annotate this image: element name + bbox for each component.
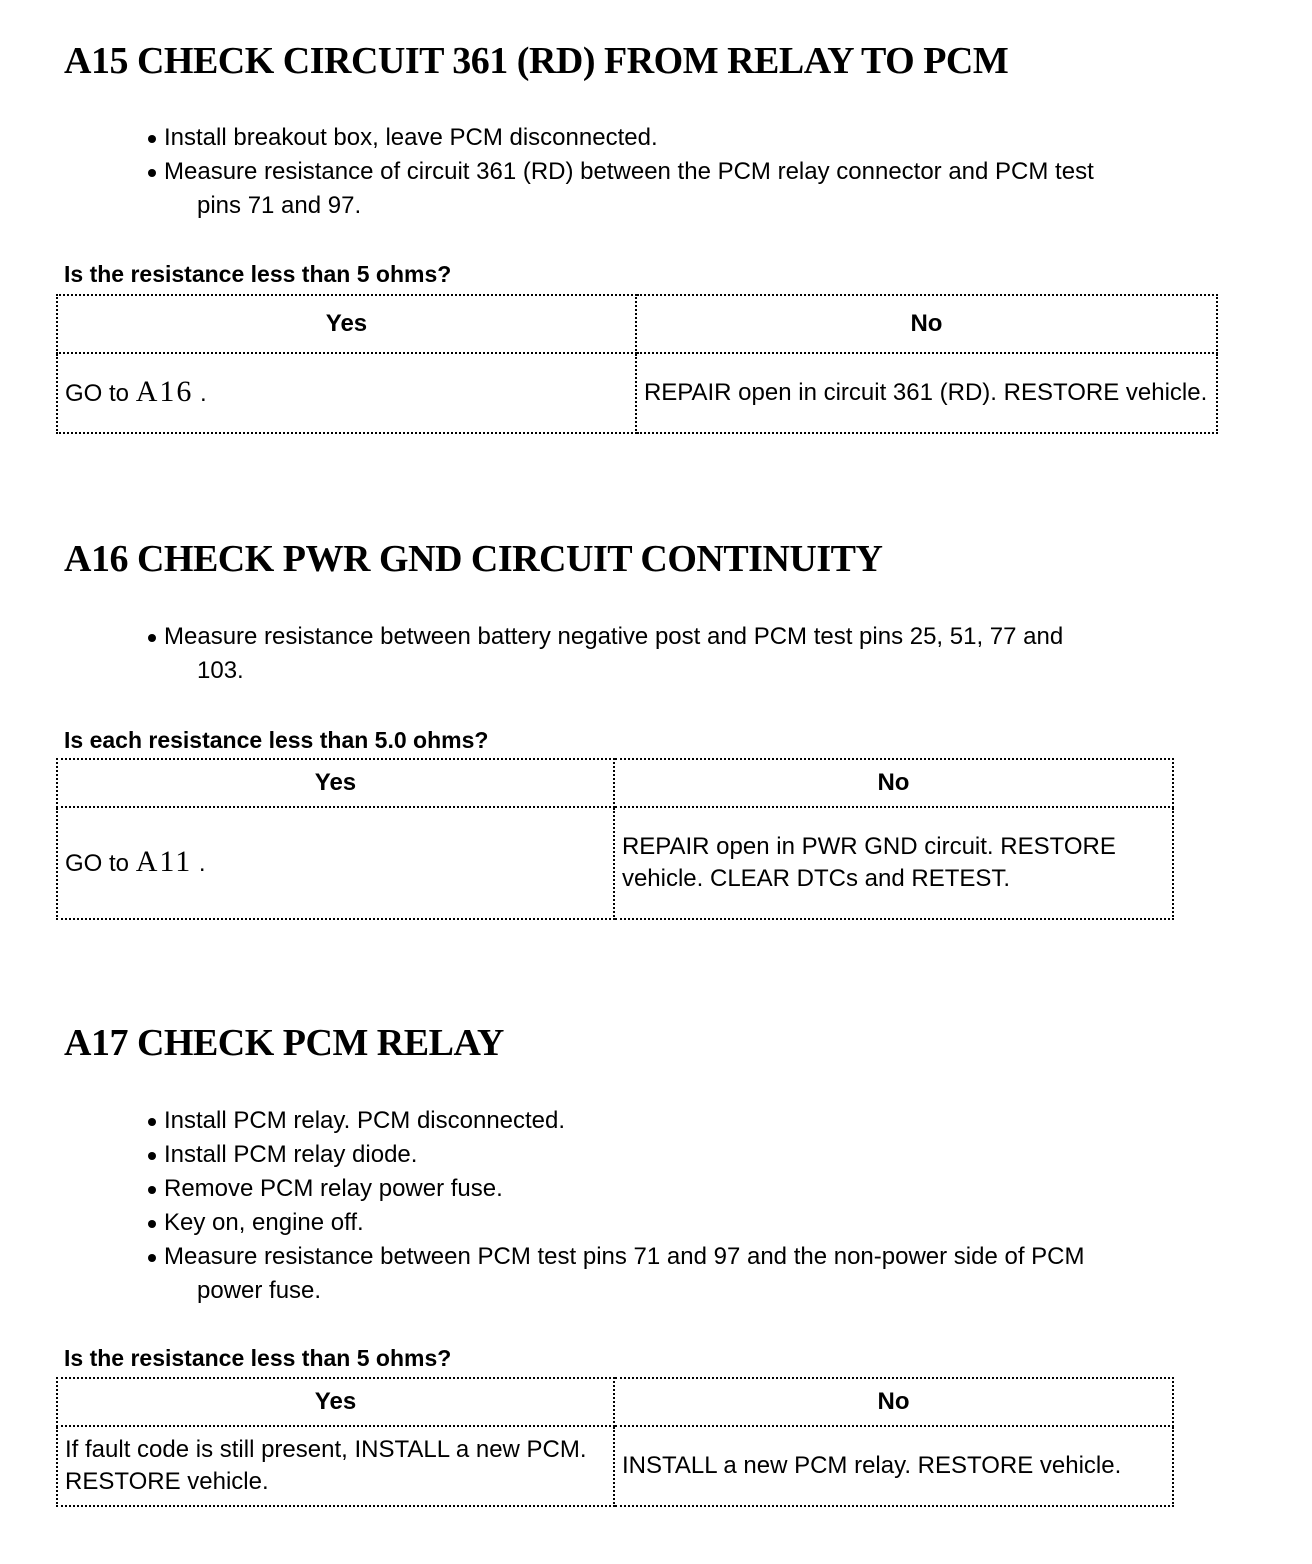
step-item: [148, 1206, 1085, 1240]
yes-column-header: Yes: [57, 1378, 614, 1426]
yes-cell: If fault code is still present, INSTALL a new PCM. RESTORE vehicle.: [57, 1426, 614, 1506]
bullet-icon: [148, 1220, 156, 1228]
yes-column-header: Yes: [57, 759, 614, 807]
section-heading: A16 CHECK PWR GND CIRCUIT CONTINUITY: [64, 538, 883, 580]
yes-cell: [57, 353, 636, 433]
step-text: Measure resistance of circuit 361 (RD) between the PCM relay connector and PCM test: [164, 158, 1094, 185]
decision-question: Is the resistance less than 5 ohms?: [64, 1345, 452, 1371]
step-list: [148, 620, 1063, 688]
step-text-continuation: pins 71 and 97.: [197, 192, 362, 219]
no-cell: REPAIR open in PWR GND circuit. RESTORE vehicle. CLEAR DTCs and RETEST.: [614, 807, 1173, 919]
no-cell: INSTALL a new PCM relay. RESTORE vehicle.: [614, 1426, 1173, 1506]
bullet-icon: [148, 1152, 156, 1160]
goto-label: GO to: [65, 380, 136, 407]
bullet-icon: [148, 1254, 156, 1262]
goto-suffix: .: [192, 850, 206, 877]
decision-table: [56, 1377, 1174, 1507]
bullet-icon: [148, 1118, 156, 1126]
step-list: [148, 1104, 1085, 1308]
no-column-header: No: [614, 759, 1173, 807]
step-text: Install PCM relay. PCM disconnected.: [164, 1107, 566, 1134]
bullet-icon: [148, 135, 156, 143]
decision-table: [56, 758, 1174, 920]
goto-suffix: .: [193, 380, 207, 407]
decision-table: [56, 294, 1218, 434]
step-item: [148, 155, 1094, 223]
no-column-header: No: [636, 295, 1217, 353]
step-item: [148, 1138, 1085, 1172]
yes-cell: [57, 807, 614, 919]
section-heading: A15 CHECK CIRCUIT 361 (RD) FROM RELAY TO PCM: [64, 40, 1009, 82]
step-item: [148, 1104, 1085, 1138]
step-text: Key on, engine off.: [164, 1209, 364, 1236]
step-text-continuation: power fuse.: [197, 1277, 322, 1304]
step-text: Install PCM relay diode.: [164, 1141, 418, 1168]
decision-question: Is the resistance less than 5 ohms?: [64, 261, 452, 287]
bullet-icon: [148, 169, 156, 177]
section-heading: A17 CHECK PCM RELAY: [64, 1022, 504, 1064]
no-column-header: No: [614, 1378, 1173, 1426]
step-text: Measure resistance between battery negative post and PCM test pins 25, 51, 77 and: [164, 623, 1064, 650]
goto-label: GO to: [65, 850, 136, 877]
no-cell: REPAIR open in circuit 361 (RD). RESTORE vehicle.: [636, 353, 1217, 433]
goto-a16-link[interactable]: A16: [135, 375, 194, 408]
step-text: Remove PCM relay power fuse.: [164, 1175, 503, 1202]
goto-a11-link[interactable]: A11: [135, 845, 193, 878]
step-text: Measure resistance between PCM test pins 71 and 97 and the non-power side of PCM: [164, 1243, 1085, 1270]
step-text-continuation: 103.: [197, 657, 244, 684]
step-item: [148, 1240, 1085, 1308]
bullet-icon: [148, 634, 156, 642]
decision-question: Is each resistance less than 5.0 ohms?: [64, 727, 489, 753]
bullet-icon: [148, 1186, 156, 1194]
step-text: Install breakout box, leave PCM disconnected.: [164, 124, 658, 151]
step-item: [148, 121, 1094, 155]
yes-column-header: Yes: [57, 295, 636, 353]
step-item: [148, 1172, 1085, 1206]
step-list: [148, 121, 1094, 223]
step-item: [148, 620, 1063, 688]
